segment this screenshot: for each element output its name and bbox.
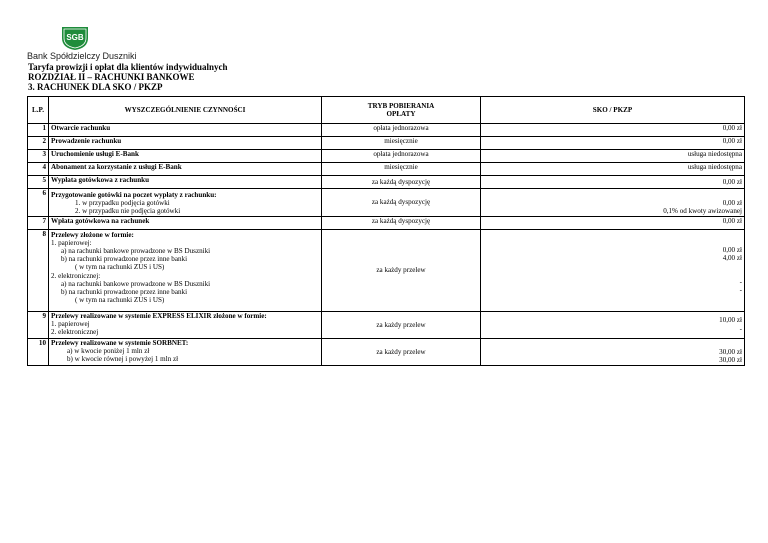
row-fee-line: 0,00 zł <box>722 245 742 254</box>
row-description <box>49 338 322 365</box>
section-title: 3. RACHUNEK DLA SKO / PKZP <box>28 82 163 92</box>
row-description <box>49 229 322 311</box>
row-fee-line: 0,00 zł <box>722 199 742 208</box>
row-description <box>49 311 322 338</box>
table-row <box>28 338 745 365</box>
row-description <box>49 189 322 217</box>
row-sub-item: ( w tym na rachunki ZUS i US) <box>75 296 165 305</box>
row-fee <box>481 338 745 365</box>
row-number: 8 <box>28 229 49 311</box>
row-fee: 0,00 zł <box>481 124 745 137</box>
row-fee-line: 30,00 zł <box>719 356 742 365</box>
row-sub-item: a) na rachunki bankowe prowadzone w BS Duszniki <box>61 279 211 288</box>
row-mode: miesięcznie <box>322 163 481 176</box>
row-sub-item: a) na rachunki bankowe prowadzone w BS Duszniki <box>61 247 211 256</box>
row-fee <box>481 229 745 311</box>
row-number: 5 <box>28 176 49 189</box>
document-heading <box>28 62 228 92</box>
tariff-table <box>27 96 745 366</box>
table-row <box>28 163 745 176</box>
row-description: Prowadzenie rachunku <box>49 137 322 150</box>
row-number: 7 <box>28 216 49 229</box>
row-fee: 0,00 zł <box>481 176 745 189</box>
row-description-main: Przelewy realizowane w systemie SORBNET: <box>51 338 189 347</box>
logo-badge-text: SGB <box>66 33 84 42</box>
row-description-main: Przelewy realizowane w systemie EXPRESS ELIXIR złożone w formie: <box>51 311 267 320</box>
row-mode: za każdy przelew <box>322 338 481 365</box>
row-mode: miesięcznie <box>322 137 481 150</box>
table-header-row <box>28 97 745 124</box>
sgb-logo-icon <box>58 24 92 51</box>
header-mode-line1: TRYB POBIERANIA <box>367 101 435 110</box>
table-row <box>28 189 745 217</box>
row-sub-item: b) na rachunki prowadzone przez inne banki <box>61 288 188 297</box>
row-fee-line: - <box>739 278 742 287</box>
row-sub-item: ( w tym na rachunki ZUS i US) <box>75 263 165 272</box>
header-mode-line2: OPŁATY <box>386 110 416 118</box>
header-lp: L.P. <box>28 97 49 124</box>
row-description: Wypłata gotówkowa z rachunku <box>49 176 322 189</box>
row-mode: opłata jednorazowa <box>322 124 481 137</box>
row-fee-line: 30,00 zł <box>719 348 742 357</box>
row-fee <box>481 311 745 338</box>
header-activity: WYSZCZEGÓLNIENIE CZYNNOŚCI <box>49 97 322 124</box>
row-number: 10 <box>28 338 49 365</box>
row-description-main: Przelewy złożone w formie: <box>51 230 134 239</box>
table-row <box>28 124 745 137</box>
header-mode <box>322 97 481 124</box>
bank-name: Bank Spółdzielczy Duszniki <box>27 51 137 61</box>
row-description: Otwarcie rachunku <box>49 124 322 137</box>
row-description: Wpłata gotówkowa na rachunek <box>49 216 322 229</box>
row-description: Uruchomienie usługi E-Bank <box>49 150 322 163</box>
row-number: 2 <box>28 137 49 150</box>
table-row <box>28 311 745 338</box>
row-description-main: Przygotowanie gotówki na poczet wypłaty z rachunku: <box>51 191 217 199</box>
table-row <box>28 137 745 150</box>
chapter-title: ROZDZIAŁ II – RACHUNKI BANKOWE <box>28 72 195 82</box>
row-number: 3 <box>28 150 49 163</box>
row-sub-item: 2. elektronicznej <box>51 328 99 337</box>
row-sub-item: 1. papierowej: <box>51 238 92 247</box>
row-fee <box>481 189 745 217</box>
row-fee-line: 0,1% od kwoty awizowanej <box>663 207 742 216</box>
table-row <box>28 216 745 229</box>
row-mode: opłata jednorazowa <box>322 150 481 163</box>
row-number: 6 <box>28 189 49 217</box>
row-number: 1 <box>28 124 49 137</box>
row-number: 4 <box>28 163 49 176</box>
row-mode: za każdą dyspozycję <box>322 176 481 189</box>
row-description: Abonament za korzystanie z usługi E-Bank <box>49 163 322 176</box>
table-row <box>28 229 745 311</box>
row-fee: usługa niedostępna <box>481 150 745 163</box>
row-fee: 0,00 zł <box>481 137 745 150</box>
row-sub-item: b) na rachunki prowadzone przez inne banki <box>61 255 188 264</box>
row-mode: za każdą dyspozycję <box>322 189 481 217</box>
table-row <box>28 150 745 163</box>
row-sub-item: 1. papierowej <box>51 319 90 328</box>
row-fee-line: - <box>739 324 742 333</box>
table-row <box>28 176 745 189</box>
row-sub-item: b) w kwocie równej i powyżej 1 mln zł <box>67 355 179 364</box>
row-fee: 0,00 zł <box>481 216 745 229</box>
row-mode: za każdą dyspozycję <box>322 216 481 229</box>
row-sub-item: 2. elektronicznej: <box>51 271 101 280</box>
row-mode: za każdy przelew <box>322 311 481 338</box>
row-number: 9 <box>28 311 49 338</box>
row-fee-line: - <box>739 286 742 295</box>
row-sub-item: a) w kwocie poniżej 1 mln zł <box>67 346 150 355</box>
row-fee-line: 4,00 zł <box>722 253 742 262</box>
row-fee: usługa niedostępna <box>481 163 745 176</box>
tariff-title: Taryfa prowizji i opłat dla klientów indywidualnych <box>28 62 228 72</box>
bank-logo <box>27 24 187 64</box>
header-fee: SKO / PKZP <box>481 97 745 124</box>
row-sub-item: 2. w przypadku nie podjęcia gotówki <box>75 207 181 216</box>
row-fee-line: 10,00 zł <box>719 316 742 325</box>
row-sub-item: 1. w przypadku podjęcia gotówki <box>75 199 170 208</box>
row-mode: za każdy przelew <box>322 229 481 311</box>
